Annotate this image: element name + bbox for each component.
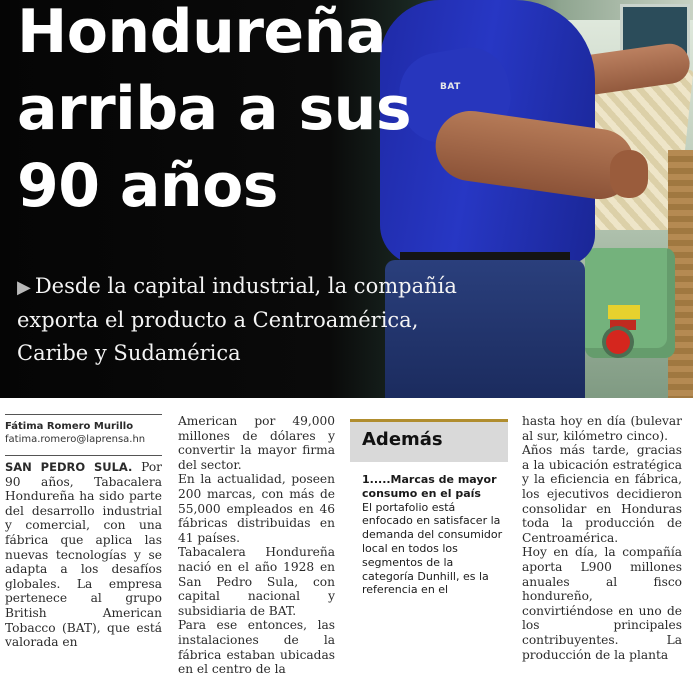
- worker-hand: [610, 150, 648, 198]
- lead-text: Por 90 años, Tabacalera Hondureña ha sido parte del desarrollo industrial y comercial, con una fábrica que aplica las nuevas tecnologías y se adapta a los desafíos globales. La empresa pertenece al grupo British American Tobacco (BAT), que está valorada en: [5, 460, 162, 650]
- col4-paragraph-1: hasta hoy en día (bulevar al sur, kilómetro cinco).: [522, 414, 682, 443]
- sidebar-item: [362, 473, 508, 597]
- byline-divider: [5, 455, 162, 456]
- warning-label-red: [610, 320, 636, 330]
- triangle-marker-icon: ▶: [17, 277, 31, 298]
- sidebar-item-head: 1.....Marcas de mayor consumo en el país: [362, 473, 497, 500]
- shirt-logo: BAT: [440, 82, 461, 92]
- column-1: [5, 414, 162, 650]
- article-lead: [5, 460, 162, 650]
- col4-paragraph-2: Años más tarde, gracias a la ubicación estratégica y la eficiencia en fábrica, los ejecutivos decidieron consolidar en Honduras toda la producción de Centroamérica.: [522, 443, 682, 545]
- col4-paragraph-3: Hoy en día, la compañía aporta L900 millones anuales al fisco hondureño, convirtiéndose en uno de los principales contribuyentes. La producción de la planta: [522, 545, 682, 662]
- headline-line-3: 90 años: [17, 151, 279, 221]
- column-4: [522, 414, 682, 662]
- warning-label: [608, 305, 640, 319]
- col2-paragraph-1: American por 49,000 millones de dólares y convertir la mayor firma del sector.: [178, 414, 335, 472]
- col2-paragraph-3: Tabacalera Hondureña nació en el año 1928 en San Pedro Sula, con capital nacional y subsidiaria de BAT.: [178, 545, 335, 618]
- deck-subtitle: [17, 270, 487, 370]
- byline-name: Fátima Romero Murillo: [5, 421, 134, 432]
- dateline: SAN PEDRO SULA.: [5, 460, 133, 474]
- byline-rule: [5, 414, 162, 415]
- headline-line-2: arriba a sus: [17, 74, 412, 144]
- deck-text: Desde la capital industrial, la compañía exporta el producto a Centroamérica, Caribe y Sudamérica: [17, 274, 457, 365]
- control-panel: [585, 248, 675, 358]
- sidebar-header: [350, 419, 508, 462]
- sidebar-item-text: El portafolio está enfocado en satisfacer la demanda del consumidor local en todos los segmentos de la categoría Dunhill, es la referencia en el: [362, 500, 503, 597]
- byline-email: fatima.romero@laprensa.hn: [5, 434, 146, 445]
- sidebar-title: Además: [362, 429, 443, 450]
- col2-paragraph-2: En la actualidad, poseen 200 marcas, con más de 55,000 empleados en 46 fábricas distribuidas en 41 países.: [178, 472, 335, 545]
- column-2: [178, 414, 335, 677]
- emergency-stop-button: [606, 330, 630, 354]
- headline-line-1: Hondureña: [17, 0, 386, 67]
- headline: [17, 0, 487, 225]
- col2-paragraph-4: Para ese entonces, las instalaciones de la fábrica estaban ubicadas en el centro de la: [178, 618, 335, 677]
